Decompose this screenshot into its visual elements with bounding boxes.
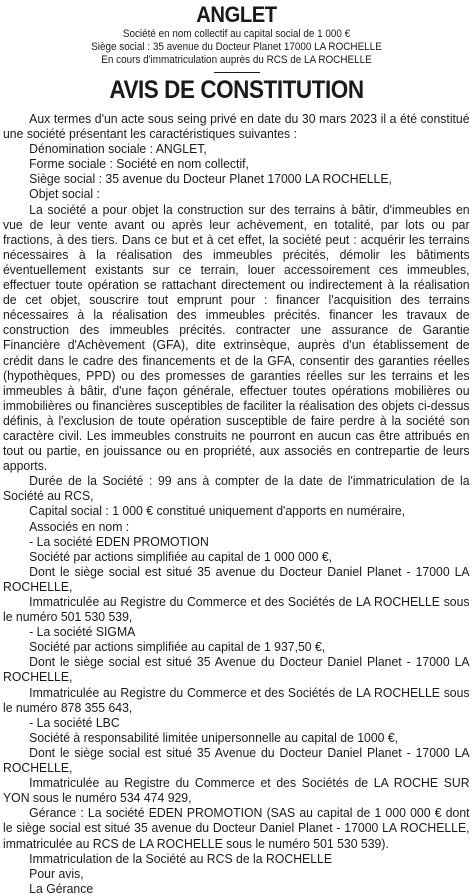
paragraph-signature: La Gérance bbox=[29, 880, 94, 896]
paragraph-associe-1-seat: Dont le siège social est situé 35 avenue du Docteur Daniel Planet - 17000 LA ROCHELLE, bbox=[3, 563, 470, 594]
company-legal-form: Société en nom collectif au capital social de 1 000 € bbox=[122, 28, 351, 40]
paragraph-associe-3-seat: Dont le siège social est situé 35 Avenue du Docteur Daniel Planet - 17000 LA ROCHELLE, bbox=[3, 744, 470, 776]
paragraph-objet-social: La société a pour objet la construction sur des terrains à bâtir, d'immeubles en vue de leur vente avant ou après leur achèvement, en totalité, par lots ou par fractions, à des tiers. Dans ce but et à cet effet, la société peut : acquérir les terrains nécessaires à la réalisation des immeubles précités, démolir les bâtiments éventuellement existants sur ce terrain, louer accessoirement ces immeubles, effectuer toute opération se rattachant directement ou indirectement à la réalisation de cet objet, souscrire tout emprunt pour : financer l'acquisition des terrains nécessaires à la réalisation des immeubles précités. financer les travaux de construction des immeubles précités. contracter une assurance de Garantie Financière d'Achèvement (GFA), dite extrinsèque, auprès d'un établissement de crédit dans le cadre des financements et de la GFA, consentir des garanties réelles (hypothèques, PPD) ou des promesses de garanties réelles sur les terrains et les immeubles à bâtir, d'une façon générale, effectuer toutes opérations mobilières ou immobilières ou financières susceptibles de faciliter la réalisation des objets ci-dessus définis, à l'exclusion de toute opération susceptible de faire perdre à la société son caractère civil. Les immeubles construits ne pourront en aucun cas être attribués en tout ou partie, en jouissance ou en propriété, aux associés en contrepartie de leurs apports. bbox=[3, 201, 470, 474]
paragraph-associe-1-form: Société par actions simplifiée au capital de 1 000 000 €, bbox=[29, 548, 333, 564]
company-head-office: Siège social : 35 avenue du Docteur Planet 17000 LA ROCHELLE bbox=[91, 41, 382, 53]
paragraph-associes-label: Associés en nom : bbox=[29, 518, 130, 534]
paragraph-pour-avis: Pour avis, bbox=[29, 865, 84, 881]
paragraph-forme-sociale: Forme sociale : Société en nom collectif, bbox=[29, 156, 249, 172]
paragraph-associe-3-form: Société à responsabilité limitée unipersonnelle au capital de 1000 €, bbox=[29, 729, 399, 745]
paragraph-associe-2-rcs: Immatriculée au Registre du Commerce et des Sociétés de LA ROCHELLE sous le numéro 878 355 643, bbox=[3, 684, 470, 715]
divider bbox=[214, 72, 260, 73]
paragraph-siege-social: Siège social : 35 avenue du Docteur Planet 17000 LA ROCHELLE, bbox=[29, 171, 392, 187]
paragraph-objet-social-label: Objet social : bbox=[29, 186, 100, 202]
paragraph-associe-1-name: - La société EDEN PROMOTION bbox=[29, 533, 209, 549]
paragraph-capital: Capital social : 1 000 € constitué uniquement d'apports en numéraire, bbox=[29, 503, 406, 519]
notice-body bbox=[3, 111, 470, 896]
paragraph-associe-2-seat: Dont le siège social est situé 35 Avenue du Docteur Daniel Planet - 17000 LA ROCHELLE, bbox=[3, 654, 470, 685]
paragraph-associe-3-rcs: Immatriculée au Registre du Commerce et des Sociétés de LA ROCHE SUR YON sous le numéro 534 474 929, bbox=[3, 775, 470, 806]
company-name: ANGLET bbox=[196, 2, 277, 27]
paragraph-denomination: Dénomination sociale : ANGLET, bbox=[29, 141, 207, 157]
paragraph-associe-2-name: - La société SIGMA bbox=[29, 624, 136, 640]
paragraph-gerance: Gérance : La société EDEN PROMOTION (SAS au capital de 1 000 000 € dont le siège social est situé 35 avenue du Docteur Daniel Planet - 17000 LA ROCHELLE, immatriculée au RCS de LA ROCHELLE sous le numéro 501 530 539). bbox=[3, 805, 470, 851]
paragraph-associe-1-rcs: Immatriculée au Registre du Commerce et des Sociétés de LA ROCHELLE sous le numéro 501 530 539, bbox=[3, 594, 470, 625]
paragraph-associe-3-name: - La société LBC bbox=[29, 714, 120, 730]
paragraph-duree: Durée de la Société : 99 ans à compter de la date de l'immatriculation de la Société au RCS, bbox=[3, 473, 470, 504]
company-registration-status: En cours d'immatriculation auprès du RCS de LA ROCHELLE bbox=[101, 54, 372, 66]
paragraph-immatriculation: Immatriculation de la Société au RCS de la ROCHELLE bbox=[29, 850, 332, 866]
paragraph-intro: Aux termes d'un acte sous seing privé en date du 30 mars 2023 il a été constitué une société présentant les caractéristiques suivantes : bbox=[3, 111, 470, 142]
paragraph-associe-2-form: Société par actions simplifiée au capital de 1 937,50 €, bbox=[29, 639, 326, 655]
notice-title: AVIS DE CONSTITUTION bbox=[109, 76, 364, 104]
